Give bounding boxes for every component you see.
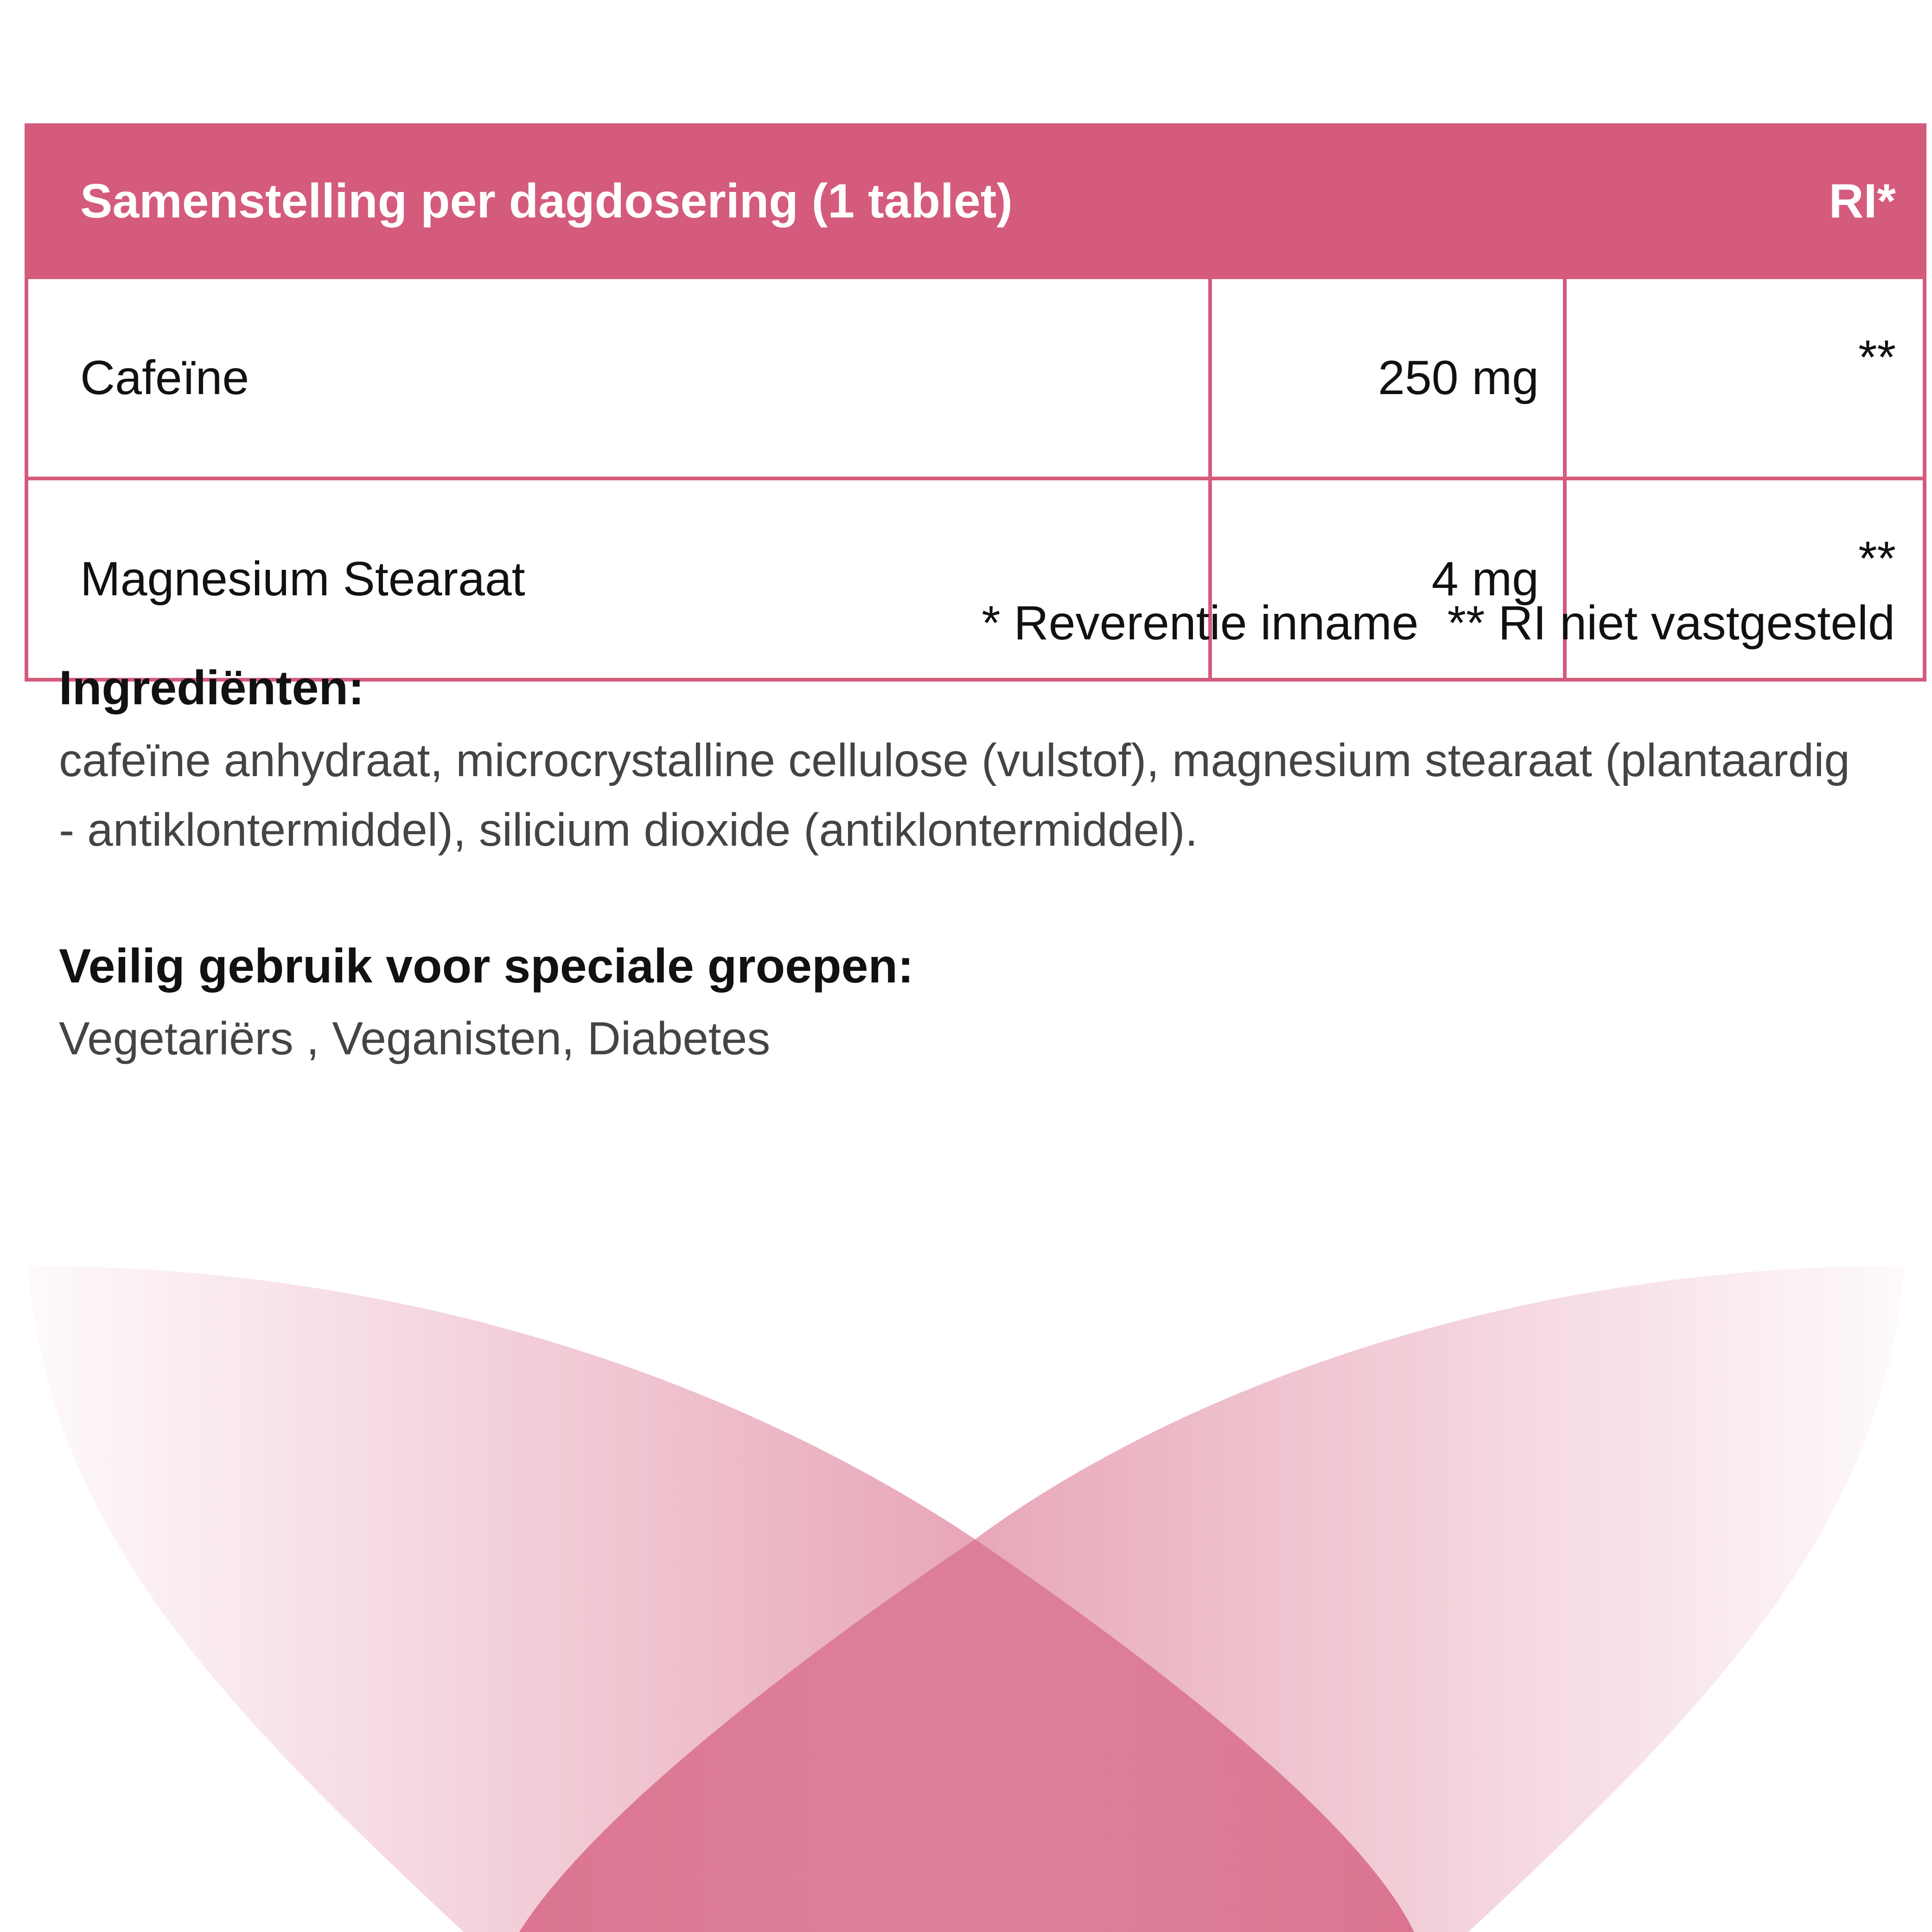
ingredient-amount: 250 mg	[1210, 277, 1565, 478]
ingredient-name: Magnesium Stearaat	[26, 478, 1210, 680]
ingredient-ri: **	[1565, 478, 1925, 680]
ingredient-amount: 4 mg	[1210, 478, 1565, 680]
ingredient-ri: **	[1565, 277, 1925, 478]
table-footnote	[982, 596, 1895, 651]
safe-use-heading: Veilig gebruik voor speciale groepen:	[59, 939, 914, 993]
decorative-petals	[0, 1252, 1932, 1932]
ingredient-name: Cafeïne	[26, 277, 1210, 478]
ingredients-heading: Ingrediënten:	[59, 661, 364, 715]
footnote-ri-definition: * Reverentie inname	[982, 596, 1419, 650]
table-header-row	[26, 125, 1925, 277]
table-header-title: Samenstelling per dagdosering (1 tablet)	[26, 125, 1565, 277]
footnote-ri-not-set: ** RI niet vastgesteld	[1447, 596, 1895, 650]
table-row	[26, 277, 1925, 478]
safe-use-text: Vegetariërs , Veganisten, Diabetes	[59, 1013, 771, 1065]
table-header-ri: RI*	[1565, 125, 1925, 277]
ingredients-text: cafeïne anhydraat, microcrystalline cellulose (vulstof), magnesium stearaat (plantaardig - antiklontermiddel), silicium dioxide (antiklontermiddel).	[59, 734, 1850, 856]
